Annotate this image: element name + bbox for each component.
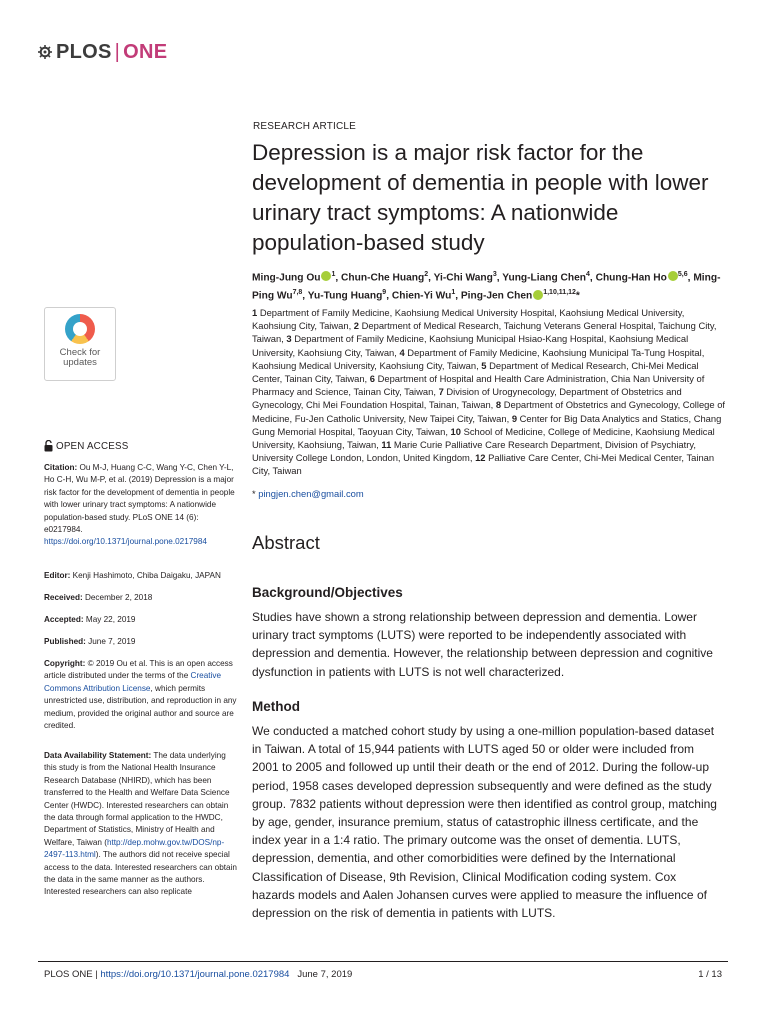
published-block (44, 636, 239, 648)
orcid-icon[interactable] (321, 271, 331, 281)
affiliation-number: 2 (353, 320, 362, 332)
affiliation-text: Department of Family Medicine, Kaohsiung Medical University Hospital, Kaohsiung Medical University, Kaohsiung City, Taiwan, (252, 307, 685, 332)
affiliation-text: Department of Hospital and Health Care Administration, Chia Nan University of Pharmacy and Science, Tainan City, Taiwan, (252, 373, 705, 398)
author-affiliation-sup: 1,10,11,12 (543, 289, 576, 297)
affiliation-text: Department of Family Medicine, Kaohsiung Municipal Ta-Tung Hospital, Kaohsiung Medical University, Kaohsiung City, Taiwan, (252, 346, 705, 371)
method-text: We conducted a matched cohort study by using a one-million population-based dataset in Taiwan. A total of 15,944 patients with LUTS aged 50 or older were included from 2001 to 2005 and followed up until their death or the end of 2012. During the follow-up period, 1958 cases developed depression subsequently and were defined as the study group. 7832 patients without depression were then identified as control group, matching by age, gender, insurance premium, status of catastrophic illness certificate, and the index year in a 1:4 ratio. The primary outcome was the onset of dementia. LUTS, depression, dementia, and other comorbidities were defined by the International Classification of Disease, 9th Revision, Clinical Modification coding system. Cox hazards models and Aalen Johansen curves were applied to measure the influence of depression on the risk of dementia in patients with LUTS. (252, 724, 717, 921)
affiliation-number: 7 (438, 386, 447, 398)
copyright-block (44, 658, 239, 732)
affiliation-text: Marie Curie Palliative Care Research Department, Division of Psychiatry, University College London, London, United Kingdom, (252, 439, 696, 464)
affiliation-number: 11 (381, 439, 394, 451)
author-affiliation-sup: 5,6 (677, 271, 688, 278)
citation-doi-link[interactable]: https://doi.org/10.1371/journal.pone.0217984 (44, 537, 207, 547)
affiliation-number: 1 (252, 307, 260, 318)
author-affiliation-sup: 7,8 (292, 289, 303, 297)
author-name[interactable]: Yi-Chi Wang (433, 272, 493, 284)
accepted-date: May 22, 2019 (85, 615, 136, 624)
author-name[interactable]: Chun-Che Huang (341, 272, 425, 284)
data-availability-text-end: ). The authors did not receive special access to the data. Interested researchers can obtain the data in the same manner as the authors. Interested researchers can also replicate (44, 850, 237, 897)
copyright-text: © 2019 Ou et al. This is an open access article distributed under the terms of the (44, 659, 233, 681)
logo-plos-text: PLOS (56, 40, 112, 63)
accepted-block (44, 614, 239, 626)
editor-label: Editor: (44, 571, 71, 580)
license-link[interactable]: Creative Commons Attribution License (44, 671, 222, 693)
data-availability-block (44, 750, 239, 899)
open-access-badge (44, 440, 128, 452)
received-label: Received: (44, 593, 83, 602)
open-access-label: OPEN ACCESS (56, 440, 129, 452)
author-name[interactable]: Chung-Han Ho (595, 272, 667, 284)
affiliation-number: 10 (450, 425, 464, 437)
footer-journal: PLOS ONE | (44, 969, 98, 980)
affiliations (252, 306, 727, 478)
affiliation-number: 3 (286, 333, 295, 345)
author-affiliation-sup: 1 (451, 289, 456, 297)
received-date: December 2, 2018 (84, 593, 153, 602)
author-name[interactable]: Ming-Jung Ou (252, 272, 321, 284)
citation-block (44, 462, 239, 549)
author-affiliation-sup: 3 (492, 271, 497, 278)
citation-text: Ou M-J, Huang C-C, Wang Y-C, Chen Y-L, Ho C-H, Wu M-P, et al. (2019) Depression is a major risk factor for the development of dementia in people with lower urinary tract symptoms: A nationwide population-based study. PLoS ONE 14 (6): e0217984. (44, 463, 235, 535)
affiliation-number: 12 (475, 452, 489, 464)
accepted-label: Accepted: (44, 615, 84, 624)
author-name[interactable]: Ming-Ping Wu (252, 272, 721, 302)
check-updates-label: Check for updates (59, 347, 101, 368)
affiliation-text: Department of Obstetrics and Gynecology, College of Medicine, Fu-Jen Catholic University, New Taipei City, Taiwan, (252, 399, 726, 424)
orcid-icon[interactable] (668, 271, 678, 281)
published-date: June 7, 2019 (88, 637, 136, 646)
citation-label: Citation: (44, 463, 78, 472)
abstract-heading: Abstract (252, 532, 320, 553)
logo-one-text: ONE (123, 40, 168, 63)
author-affiliation-sup: 1 (331, 271, 336, 278)
affiliation-number: 4 (399, 346, 408, 358)
affiliation-number: 9 (511, 412, 520, 424)
data-availability-label: Data Availability Statement: (44, 751, 152, 760)
plos-gear-icon (38, 45, 52, 59)
affiliation-number: 5 (481, 359, 490, 371)
open-lock-icon (44, 440, 53, 452)
method-heading: Method (252, 699, 300, 714)
author-name[interactable]: Yu-Tung Huang (307, 290, 383, 302)
plos-one-logo[interactable] (38, 40, 167, 64)
affiliation-text: Department of Family Medicine, Kaohsiung Municipal Hsiao-Kang Hospital, Kaohsiung Medical University, Kaohsiung City, Taiwan, (252, 333, 689, 358)
editor-block (44, 570, 239, 582)
logo-separator: | (114, 40, 121, 63)
affiliation-number: 8 (495, 399, 504, 411)
author-name[interactable]: Chien-Yi Wu (391, 290, 452, 302)
corresponding-star: * (252, 488, 256, 499)
corresponding-email[interactable] (252, 488, 364, 499)
background-heading: Background/Objectives (252, 585, 403, 600)
author-name[interactable]: Yung-Liang Chen (502, 272, 587, 284)
author-affiliation-sup: 2 (424, 271, 429, 278)
affiliation-text: Department of Medical Research, Chi-Mei Medical Center, Tainan City, Taiwan, (252, 359, 699, 385)
corresponding-author-mark: * (575, 290, 580, 302)
footer-doi-link[interactable]: https://doi.org/10.1371/journal.pone.0217984 (100, 969, 290, 980)
author-name[interactable]: Ping-Jen Chen (460, 290, 533, 302)
copyright-text-end: , which permits unrestricted use, distribution, and reproduction in any medium, provided the original author and source are credited. (44, 683, 237, 731)
affiliation-text: School of Medicine, College of Medicine, Kaohsiung Medical University, Kaohsiung, Taiwan, (252, 425, 715, 451)
author-affiliation-sup: 4 (586, 271, 590, 278)
email-link[interactable]: pingjen.chen@gmail.com (258, 488, 364, 499)
article-title: Depression is a major risk factor for the development of dementia in people with lower urinary tract symptoms: A nationwide population-based study (252, 140, 709, 255)
affiliation-text: Palliative Care Center, Chi-Mei Medical Center, Tainan City, Taiwan (252, 452, 715, 477)
background-text: Studies have shown a strong relationship between depression and dementia. Lower urinary tract symptoms (LUTS) were reported to be independently associated with depression and dementia. However, the relationship between depression and cognitive dysfunction in patients with LUTS is not well characterized. (252, 610, 713, 679)
copyright-label: Copyright: (44, 659, 86, 668)
author-list: Ming-Jung Ou $^1$, Chun-Che Huang$^2$, Yi-Chi Wang$^3$, Yung-Liang Chen$^4$, Chung-Han Ho $^{5,6}$, Ming-Ping Wu$^{7,8}$, Yu-Tung Huang$^9$, Chien-Yi Wu$^1$, Ping-Jen Chen $^{1,10,11,12}$* (252, 271, 721, 302)
data-availability-link[interactable]: http://dep.mohw.gov.tw/DOS/np-2497-113.html (44, 837, 225, 860)
page-footer (44, 969, 352, 980)
check-for-updates-button[interactable] (44, 307, 116, 381)
received-block (44, 592, 239, 604)
orcid-icon[interactable] (533, 290, 543, 300)
data-availability-text: The data underlying this study is from the National Health Insurance Research Database (NHIRD), which has been transferred to the Health and Welfare Data Science Center (HWDC). Interested researchers can obtain the data through formal application to the HWDC, Department of Statistics, Ministry of Health and Welfare, Taiwan ( (44, 751, 230, 847)
affiliation-text: Center for Big Data Analytics and Statics, Chang Gung Memorial Hospital, Taoyuan City, Taiwan, (252, 412, 722, 437)
article-type: RESEARCH ARTICLE (253, 121, 357, 132)
check-updates-icon (65, 314, 95, 344)
footer-divider (38, 961, 728, 962)
affiliation-text: Division of Urogynecology, Department of Obstetrics and Gynecology, Chi Mei Foundation Hospital, Tainan, Taiwan, (252, 386, 682, 411)
affiliation-text: Department of Medical Research, Taichung Veterans General Hospital, Taichung City, Taiwan, (252, 320, 717, 345)
affiliation-number: 6 (369, 373, 378, 385)
published-label: Published: (44, 637, 86, 646)
editor-text: Kenji Hashimoto, Chiba Daigaku, JAPAN (72, 571, 221, 580)
author-affiliation-sup: 9 (382, 289, 387, 297)
page-number: 1 / 13 (698, 969, 722, 980)
footer-date: June 7, 2019 (297, 969, 353, 980)
